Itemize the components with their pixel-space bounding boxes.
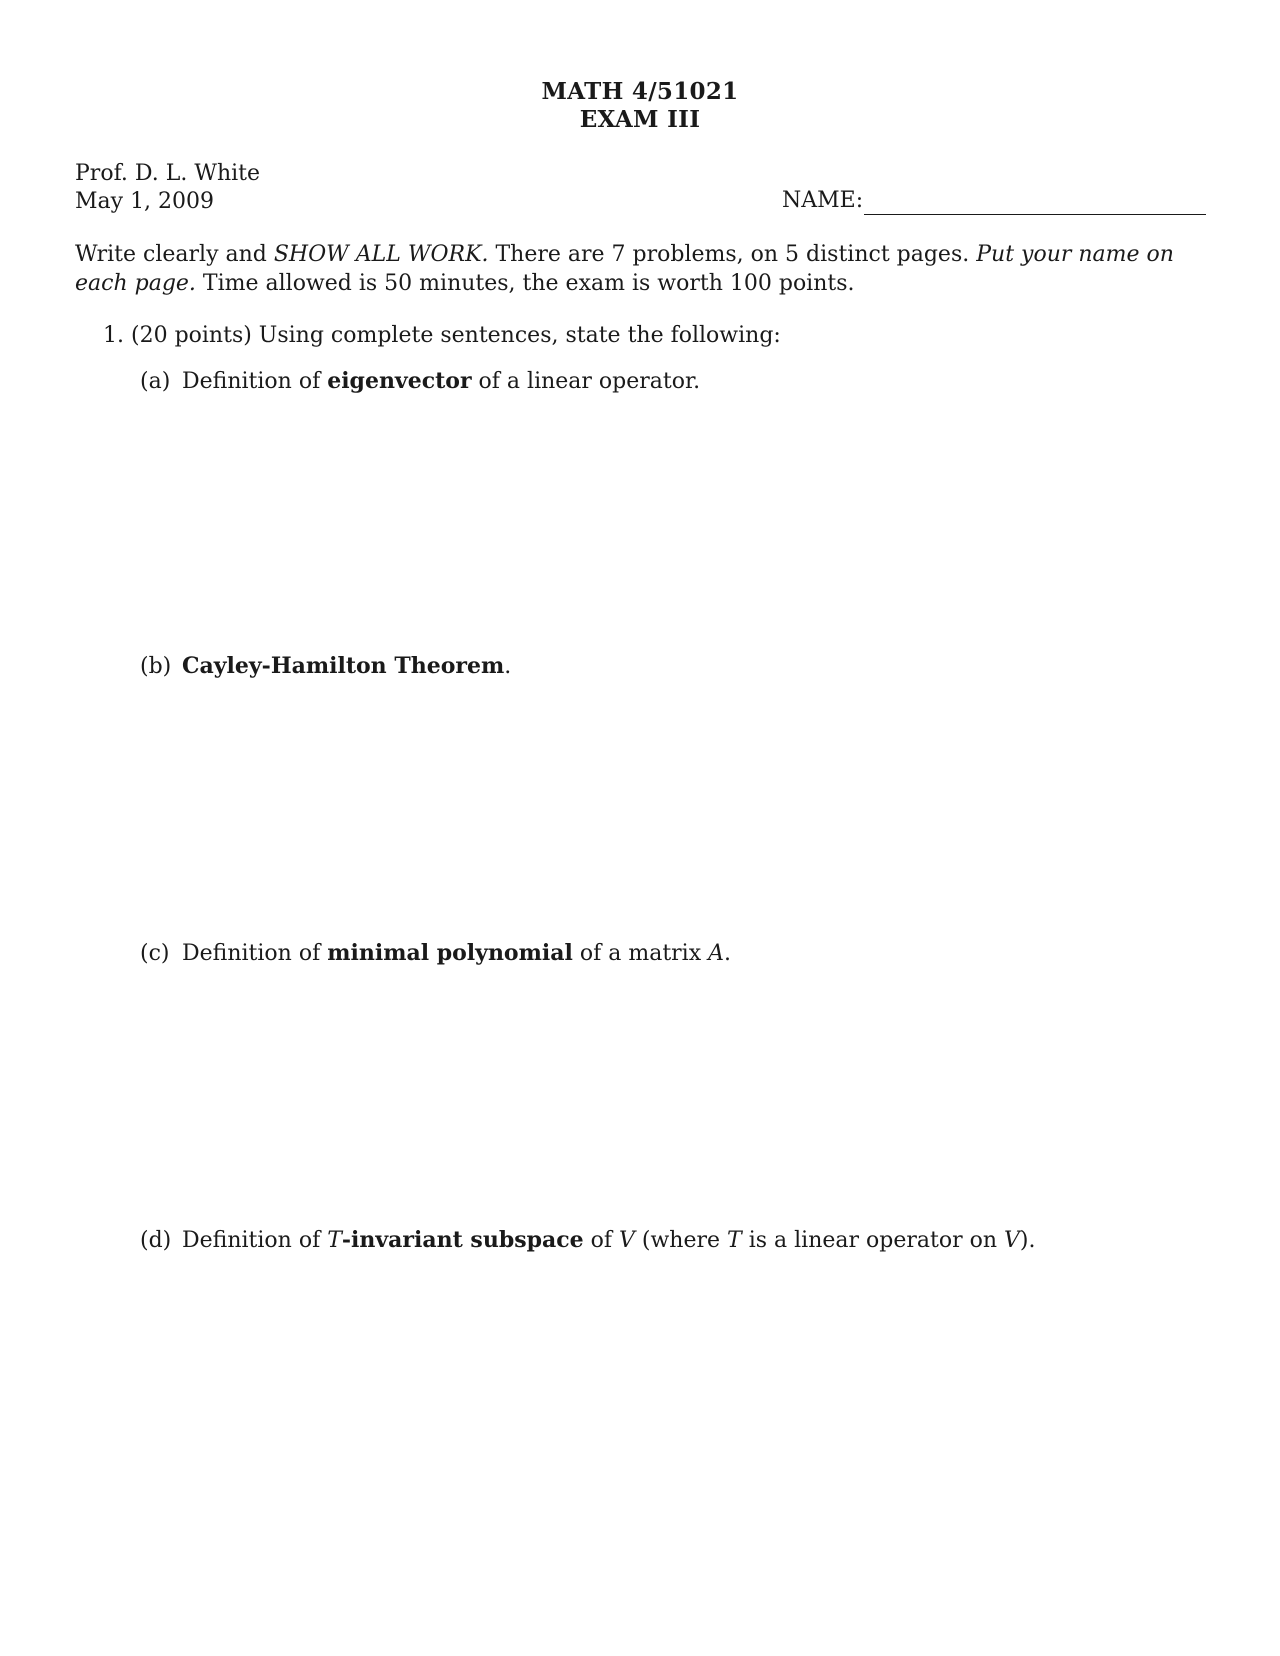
problem-1-header bbox=[103, 322, 781, 350]
part-text-post-2: . bbox=[724, 941, 732, 966]
part-term: -invariant subspace bbox=[341, 1227, 584, 1253]
instructions-emphasis-name: Put your name on each page. bbox=[75, 242, 1174, 296]
name-field bbox=[782, 187, 1206, 215]
instructions-emphasis-show-work: SHOW ALL WORK. bbox=[273, 242, 489, 267]
part-text-post: of bbox=[583, 1228, 619, 1253]
part-label: (d) bbox=[140, 1228, 172, 1253]
part-text-pre: Definition of bbox=[182, 369, 328, 394]
exam-instructions bbox=[75, 240, 1205, 298]
part-text-post: of a linear operator. bbox=[471, 369, 701, 394]
part-term: Cayley-Hamilton Theorem bbox=[182, 653, 505, 679]
part-text-post-2: (where bbox=[634, 1228, 728, 1253]
problem-1a bbox=[140, 367, 700, 396]
instructions-text-1: Write clearly and bbox=[75, 242, 274, 267]
math-variable: A bbox=[708, 941, 725, 966]
part-text-pre: Definition of bbox=[182, 941, 328, 966]
instructions-text-3: Time allowed is 50 minutes, the exam is worth 100 points. bbox=[195, 271, 855, 296]
exam-subtitle: EXAM III bbox=[579, 106, 701, 133]
part-label: (b) bbox=[140, 654, 172, 679]
part-term: minimal polynomial bbox=[327, 940, 573, 966]
name-blank-line bbox=[864, 192, 1206, 215]
professor-name: Prof. D. L. White bbox=[75, 161, 261, 186]
part-text-post: of a matrix bbox=[572, 941, 709, 966]
problem-1d bbox=[140, 1226, 1035, 1255]
part-term: eigenvector bbox=[327, 368, 472, 394]
math-variable: V bbox=[619, 1228, 635, 1253]
professor-info bbox=[75, 160, 260, 216]
part-text-pre: Definition of bbox=[182, 1228, 328, 1253]
part-text-post-3: is a linear operator on bbox=[741, 1228, 1004, 1253]
problem-1c bbox=[140, 939, 731, 968]
exam-date: May 1, 2009 bbox=[75, 189, 215, 214]
problem-1b bbox=[140, 652, 511, 681]
part-label: (c) bbox=[140, 941, 170, 966]
part-label: (a) bbox=[140, 369, 171, 394]
name-label: NAME: bbox=[782, 188, 864, 213]
course-title: MATH 4/51021 bbox=[541, 78, 739, 105]
problem-text: (20 points) Using complete sentences, state the following: bbox=[131, 323, 781, 348]
math-variable: T bbox=[727, 1228, 742, 1253]
part-text-post: . bbox=[504, 654, 512, 679]
math-variable: V bbox=[1004, 1228, 1020, 1253]
instructions-text-2: There are 7 problems, on 5 distinct pages. bbox=[488, 242, 977, 267]
problem-number: 1. bbox=[103, 323, 124, 348]
part-text-post-4: ). bbox=[1019, 1228, 1036, 1253]
math-variable: T bbox=[327, 1228, 342, 1253]
exam-title bbox=[0, 78, 1280, 134]
